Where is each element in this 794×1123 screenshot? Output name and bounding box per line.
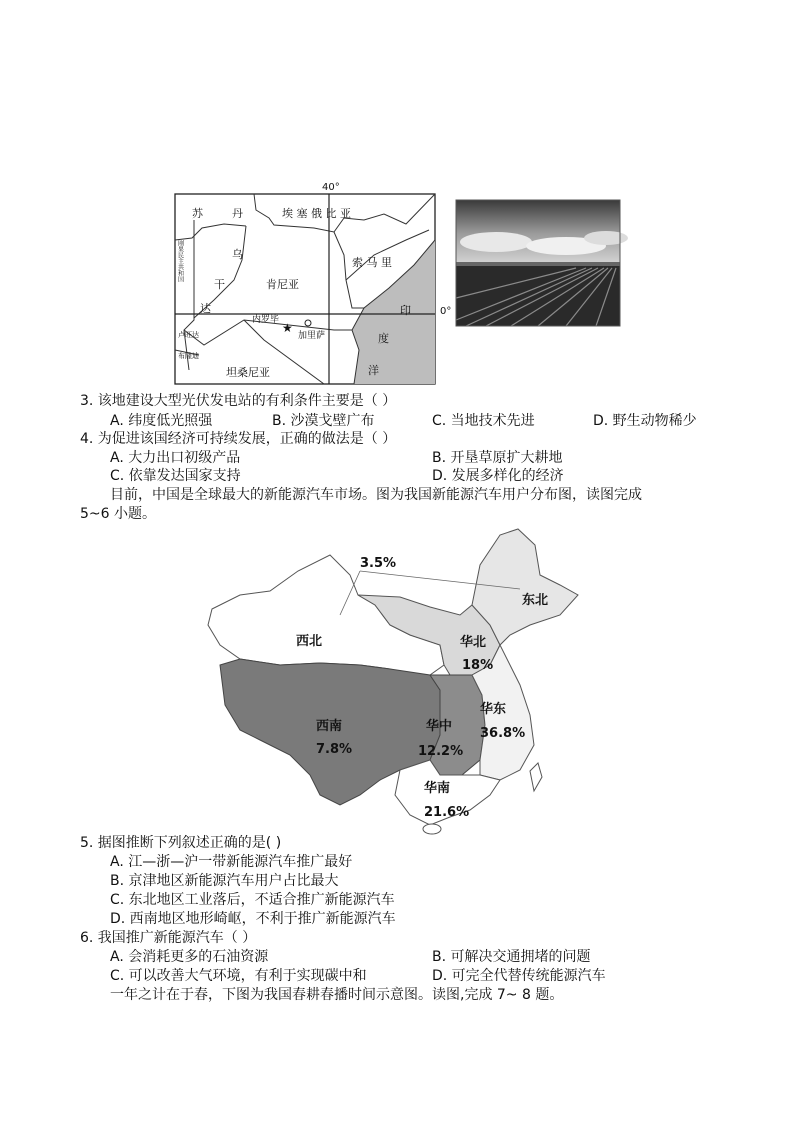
label-nairobi: 内罗毕 [252,315,280,325]
question-5-option-a[interactable]: A. 江—浙—沪一带新能源汽车推广最好 [110,854,353,870]
share-east: 36.8% [480,726,526,741]
label-indian-1: 印 [400,304,411,317]
share-northeast: 3.5% [360,556,397,571]
label-somalia: 索 马 里 [352,256,392,269]
label-south: 华南 [424,781,451,796]
label-uganda-3: 达 [200,302,211,315]
question-4-option-b[interactable]: B. 开垦草原扩大耕地 [432,450,563,466]
label-kenya: 肯尼亚 [266,278,299,291]
label-northwest: 西北 [296,634,323,649]
question-3-option-a[interactable]: A. 纬度低光照强 [110,413,213,429]
taiwan-island [530,763,542,791]
solar-farm-photo [456,200,620,326]
label-tanzania: 坦桑尼亚 [226,366,270,379]
share-southwest: 7.8% [316,742,353,757]
question-5-option-b[interactable]: B. 京津地区新能源汽车用户占比最大 [110,873,339,889]
question-6-option-d[interactable]: D. 可完全代替传统能源汽车 [432,968,606,984]
share-south: 21.6% [424,805,470,820]
longitude-label: 40° [322,182,340,193]
garissa-point [305,320,311,326]
label-uganda-1: 乌 [232,248,243,261]
question-6-option-c[interactable]: C. 可以改善大气环境，有利于实现碳中和 [110,968,367,984]
question-3-option-c[interactable]: C. 当地技术先进 [432,413,535,429]
label-sudan-2: 丹 [232,207,243,220]
label-sudan-1: 苏 [192,207,203,220]
intro-7-8: 一年之计在于春，下图为我国春耕春播时间示意图。读图,完成 7~ 8 题。 [110,987,564,1003]
label-east: 华东 [480,702,507,717]
question-5-stem: 5. 据图推断下列叙述正确的是( ) [80,835,282,851]
label-garissa: 加里萨 [298,331,326,341]
question-6-option-b[interactable]: B. 可解决交通拥堵的问题 [432,949,591,965]
question-4-stem: 4. 为促进该国经济可持续发展，正确的做法是（ ） [80,431,397,447]
share-central: 12.2% [418,744,464,759]
hainan-island [423,824,441,834]
label-central: 华中 [426,719,453,734]
question-4-option-d[interactable]: D. 发展多样化的经济 [432,468,564,484]
share-north: 18% [462,658,494,673]
label-ethiopia: 埃 塞 俄 比 亚 [282,207,351,220]
question-3-option-b[interactable]: B. 沙漠戈壁广布 [272,413,375,429]
nairobi-star-icon: ★ [282,321,293,335]
question-6-stem: 6. 我国推广新能源汽车（ ） [80,930,257,946]
question-4-option-c[interactable]: C. 依靠发达国家支持 [110,468,241,484]
question-3-stem: 3. 该地建设大型光伏发电站的有利条件主要是（ ） [80,393,397,409]
label-northeast: 东北 [522,593,549,608]
east-africa-map [174,180,452,386]
question-3-option-d[interactable]: D. 野生动物稀少 [593,413,697,429]
label-indian-3: 洋 [368,364,379,377]
question-5-option-c[interactable]: C. 东北地区工业落后，不适合推广新能源汽车 [110,892,395,908]
label-indian-2: 度 [378,332,389,345]
label-drc: 刚果民主共和国 [176,240,184,282]
question-5-option-d[interactable]: D. 西南地区地形崎岖，不利于推广新能源汽车 [110,911,396,927]
china-nev-distribution-map [200,525,598,830]
label-rwanda: 卢旺达 [178,331,199,339]
intro-5-6-line-2: 5~6 小题。 [80,506,156,522]
label-burundi: 布隆迪 [178,352,199,360]
label-uganda-2: 干 [214,278,225,291]
label-north: 华北 [460,635,487,650]
intro-5-6-line-1: 目前，中国是全球最大的新能源汽车市场。图为我国新能源汽车用户分布图，读图完成 [110,487,642,503]
latitude-label: 0° [440,306,452,317]
question-4-option-a[interactable]: A. 大力出口初级产品 [110,450,241,466]
question-6-option-a[interactable]: A. 会消耗更多的石油资源 [110,949,269,965]
label-southwest: 西南 [316,719,343,734]
